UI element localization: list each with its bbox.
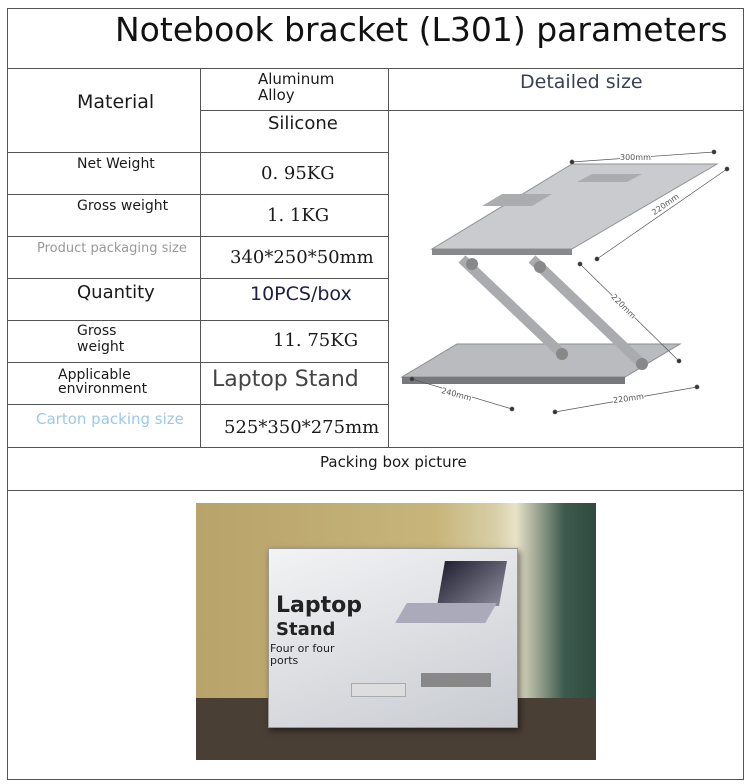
- label-net-weight: Net Weight: [77, 156, 155, 172]
- label-applicable-environment: Applicable environment: [58, 367, 148, 397]
- box-title-laptop: Laptop: [276, 593, 362, 618]
- value-aluminum: Aluminum Alloy: [258, 70, 335, 104]
- page-title: Notebook bracket (L301) parameters: [115, 10, 728, 49]
- label-gross-weight-carton: Gross weight: [77, 323, 125, 355]
- packing-box-photo: [196, 503, 596, 760]
- value-carton-packing-size: 525*350*275mm: [224, 417, 380, 438]
- value-gross-weight: 1. 1KG: [267, 205, 330, 226]
- dim-base-depth: 240mm: [440, 386, 473, 403]
- value-silicone: Silicone: [268, 113, 338, 134]
- label-material: Material: [77, 91, 155, 113]
- packing-box-header: Packing box picture: [320, 453, 467, 471]
- value-net-weight: 0. 95KG: [261, 163, 335, 184]
- detailed-size-header: Detailed size: [520, 71, 643, 93]
- label-carton-packing-size: Carton packing size: [36, 410, 184, 428]
- dim-arm: 220mm: [609, 292, 638, 321]
- value-applicable-environment: Laptop Stand: [212, 367, 359, 392]
- value-gross-weight-carton: 11. 75KG: [273, 330, 359, 351]
- value-quantity: 10PCS/box: [250, 283, 352, 305]
- keyboard-icon: [351, 683, 406, 697]
- box-subtitle: Four or four ports: [270, 642, 335, 667]
- value-product-packaging-size: 340*250*50mm: [230, 247, 374, 268]
- label-quantity: Quantity: [77, 282, 155, 303]
- laptop-image-icon: [437, 561, 507, 606]
- label-product-packaging-size: Product packaging size: [37, 241, 187, 256]
- dim-top-depth: 220mm: [650, 191, 681, 218]
- dim-top-width: 300mm: [620, 153, 651, 162]
- box-title-stand: Stand: [276, 619, 336, 640]
- dim-base-width: 220mm: [612, 391, 645, 406]
- label-gross-weight: Gross weight: [77, 198, 169, 214]
